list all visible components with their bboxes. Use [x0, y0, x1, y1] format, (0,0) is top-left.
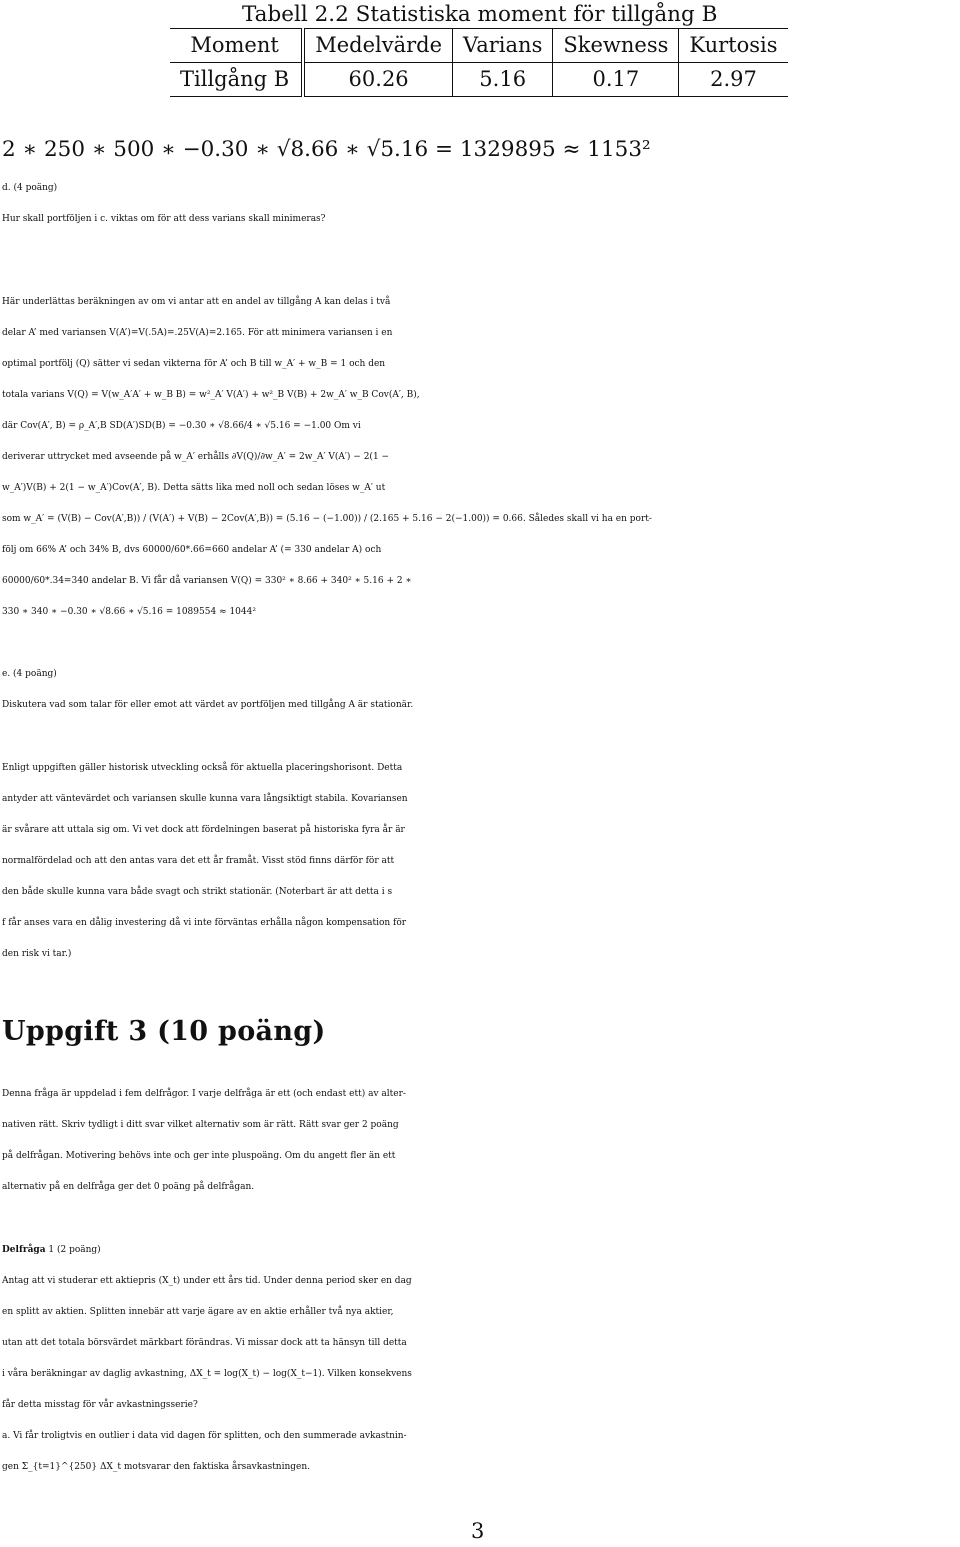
text-line: på delfrågan. Motivering behövs inte och ger inte pluspoäng. Om du angett fler än ett	[2, 1151, 396, 1161]
text-line: 60000/60*.34=340 andelar B. Vi får då variansen V(Q) = 330² ∗ 8.66 + 340² ∗ 5.16 + 2 ∗	[2, 576, 412, 586]
moments-table	[170, 28, 788, 97]
text-line: delar A’ med variansen V(A’)=V(.5A)=.25V(A)=2.165. För att minimera variansen i en	[2, 328, 393, 338]
text-line: en splitt av aktien. Splitten innebär att varje ägare av en aktie erhåller två nya aktier,	[2, 1307, 394, 1317]
part-e-heading: e. (4 poäng)	[2, 669, 57, 679]
page-number: 3	[471, 1519, 485, 1543]
table-cell: 2.97	[679, 63, 788, 97]
text-line: antyder att väntevärdet och variansen skulle kunna vara långsiktigt stabila. Kovariansen	[2, 794, 408, 804]
part-e	[2, 659, 956, 721]
delfraga-1-heading	[2, 1235, 956, 1266]
text-line: Denna fråga är uppdelad i fem delfrågor. I varje delfråga är ett (och endast ett) av alter-	[2, 1089, 406, 1099]
text-line: totala varians V(Q) = V(w_A′A′ + w_B B) = w²_A′ V(A′) + w²_B V(B) + 2w_A′ w_B Cov(A′, B),	[2, 390, 420, 400]
text-line: alternativ på en delfråga ger det 0 poäng på delfrågan.	[2, 1182, 255, 1192]
table-cell: Tillgång B	[170, 63, 303, 97]
task-3-heading: Uppgift 3 (10 poäng)	[2, 1016, 326, 1047]
part-d-answer	[2, 287, 956, 628]
table-row	[170, 63, 788, 97]
text-line: är svårare att uttala sig om. Vi vet dock att fördelningen baserat på historiska fyra år är	[2, 825, 405, 835]
part-d-question: Hur skall portföljen i c. viktas om för att dess varians skall minimeras?	[2, 214, 326, 224]
part-d	[2, 173, 956, 235]
delfraga-points: 1 (2 poäng)	[45, 1245, 101, 1255]
text-line: f får anses vara en dålig investering då vi inte förväntas erhålla någon kompensation för	[2, 918, 407, 928]
table-header-cell: Medelvärde	[303, 29, 452, 63]
text-line: Antag att vi studerar ett aktiepris (X_t) under ett års tid. Under denna period sker en dag	[2, 1276, 412, 1286]
text-line: i våra beräkningar av daglig avkastning, ΔX_t = log(X_t) − log(X_t−1). Vilken konsekvens	[2, 1369, 412, 1379]
text-line: utan att det totala börsvärdet märkbart förändras. Vi missar dock att ta hänsyn till detta	[2, 1338, 407, 1348]
text-line: Enligt uppgiften gäller historisk utveckling också för aktuella placeringshorisont. Detta	[2, 763, 403, 773]
text-line: nativen rätt. Skriv tydligt i ditt svar vilket alternativ som är rätt. Rätt svar ger 2 poäng	[2, 1120, 399, 1130]
table-cell: 60.26	[303, 63, 452, 97]
table-header-cell: Skewness	[553, 29, 679, 63]
text-line: a. Vi får troligtvis en outlier i data vid dagen för splitten, och den summerade avkastnin-	[2, 1431, 407, 1441]
part-e-question: Diskutera vad som talar för eller emot att värdet av portföljen med tillgång A är stationär.	[2, 700, 414, 710]
text-line: optimal portfölj (Q) sätter vi sedan vikterna för A’ och B till w_A′ + w_B = 1 och den	[2, 359, 386, 369]
task-3-intro	[2, 1079, 956, 1203]
text-line: 330 ∗ 340 ∗ −0.30 ∗ √8.66 ∗ √5.16 = 1089554 ≈ 1044²	[2, 607, 256, 617]
text-line: får detta misstag för vår avkastningsserie?	[2, 1400, 198, 1410]
table-header-cell: Moment	[170, 29, 303, 63]
text-line: Här underlättas beräkningen av om vi antar att en andel av tillgång A kan delas i två	[2, 297, 391, 307]
text-line: den risk vi tar.)	[2, 949, 72, 959]
table-header-row	[170, 29, 788, 63]
part-d-heading: d. (4 poäng)	[2, 183, 58, 193]
table-header-cell: Kurtosis	[679, 29, 788, 63]
text-line: där Cov(A′, B) = ρ_A′,B SD(A′)SD(B) = −0.30 ∗ √8.66/4 ∗ √5.16 = −1.00 Om vi	[2, 421, 361, 431]
part-e-answer	[2, 753, 956, 970]
table-cell: 5.16	[453, 63, 553, 97]
text-line: w_A′)V(B) + 2(1 − w_A′)Cov(A′, B). Detta sätts lika med noll och sedan löses w_A′ ut	[2, 483, 386, 493]
text-line: gen Σ_{t=1}^{250} ΔX_t motsvarar den faktiska årsavkastningen.	[2, 1462, 311, 1472]
delfraga-label: Delfråga	[2, 1245, 46, 1255]
table-cell: 0.17	[553, 63, 679, 97]
delfraga-1	[2, 1235, 956, 1483]
text-line: följ om 66% A’ och 34% B, dvs 60000/60*.66=660 andelar A’ (= 330 andelar A) och	[2, 545, 382, 555]
text-line: deriverar uttrycket med avseende på w_A′ erhålls ∂V(Q)/∂w_A′ = 2w_A′ V(A′) − 2(1 −	[2, 452, 390, 462]
text-line: som w_A′ = (V(B) − Cov(A′,B)) / (V(A′) + V(B) − 2Cov(A′,B)) = (5.16 − (−1.00)) / (2.165 + 5.16 − 2(−1.00)) = 0.66. Således skall vi ha en port-	[2, 514, 652, 524]
table-caption: Tabell 2.2 Statistiska moment för tillgång B	[242, 2, 718, 27]
text-line: den både skulle kunna vara både svagt och strikt stationär. (Noterbart är att detta i s	[2, 887, 393, 897]
variance-equation: 2 ∗ 250 ∗ 500 ∗ −0.30 ∗ √8.66 ∗ √5.16 = 1329895 ≈ 1153²	[2, 137, 651, 162]
table-header-cell: Varians	[453, 29, 553, 63]
text-line: normalfördelad och att den antas vara det ett år framåt. Visst stöd finns därför för att	[2, 856, 395, 866]
